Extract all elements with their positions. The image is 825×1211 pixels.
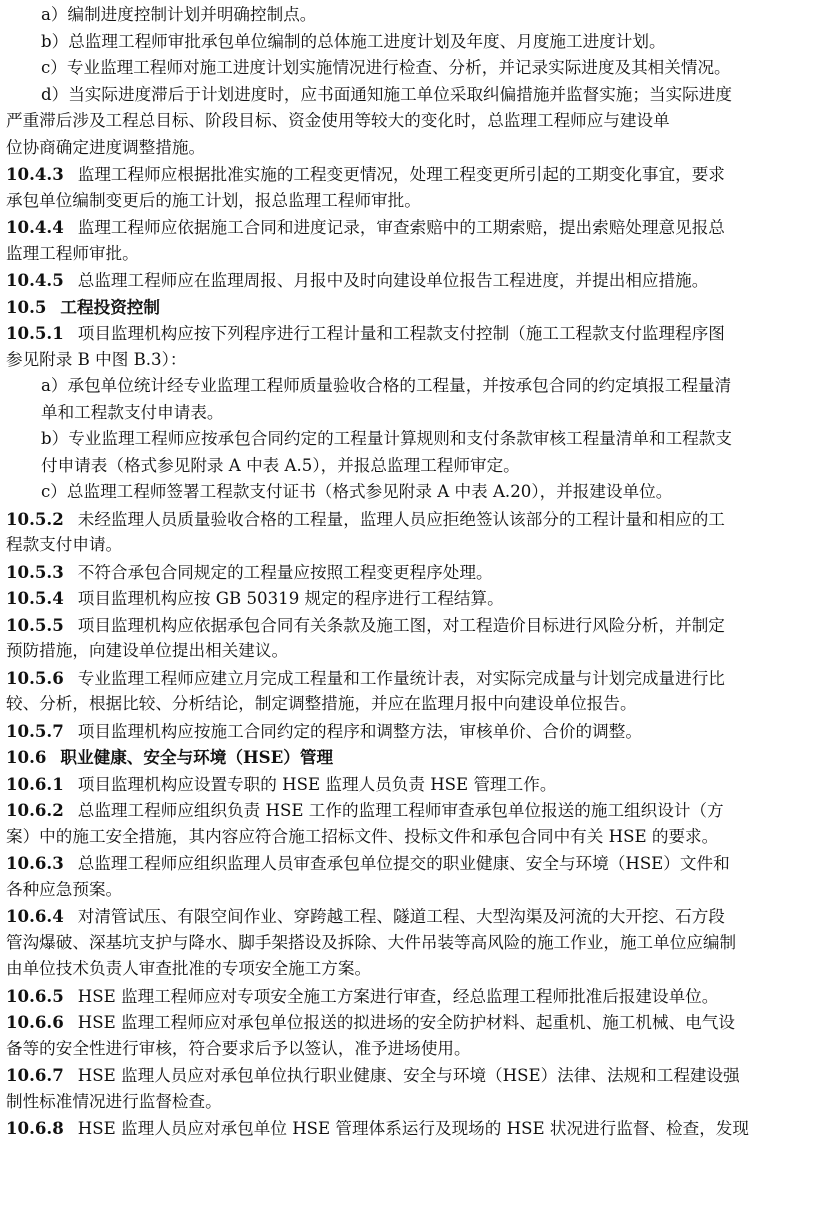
clause xyxy=(6,718,819,745)
clause-number: 10.6.2 xyxy=(6,800,64,820)
line-text: 对清管试压、有限空间作业、穿跨越工程、隧道工程、大型沟渠及河流的大开挖、石方段 xyxy=(77,907,725,926)
list-item-continuation xyxy=(6,400,819,427)
line-text: 由单位技术负责人审查批准的专项安全施工方案。 xyxy=(6,959,372,978)
line-text: 监理工程师应根据批准实施的工程变更情况，处理工程变更所引起的工期变化事宜，要求 xyxy=(77,165,725,184)
list-item xyxy=(6,29,819,56)
line-text: 制性标准情况进行监督检查。 xyxy=(6,1091,222,1111)
clause xyxy=(6,161,819,188)
body-text xyxy=(6,691,819,718)
line-text: 项目监理机构应按 GB 50319 规定的程序进行工程结算。 xyxy=(77,589,504,608)
list-item-continuation xyxy=(6,453,819,480)
clause-number: 10.6.4 xyxy=(6,906,64,926)
clause-number: 10.5.1 xyxy=(6,323,64,343)
clause xyxy=(6,1062,819,1089)
line-text: HSE 监理工程师应对承包单位报送的拟进场的安全防护材料、起重机、施工机械、电气设 xyxy=(77,1013,735,1032)
line-text: 备等的安全性进行审核，符合要求后予以签认，准予进场使用。 xyxy=(6,1038,471,1058)
section-number: 10.5 xyxy=(6,296,47,317)
list-item-continuation xyxy=(6,135,819,162)
line-text: c）总监理工程师签署工程款支付证书（格式参见附录 A 中表 A.20），并报建设单位。 xyxy=(41,482,673,501)
line-text: 参见附录 B 中图 B.3）： xyxy=(6,349,187,369)
clause xyxy=(6,983,819,1010)
body-text xyxy=(6,638,819,665)
clause xyxy=(6,903,819,930)
body-text xyxy=(6,956,819,983)
list-item xyxy=(6,2,819,29)
clause-number: 10.6.8 xyxy=(6,1118,64,1138)
line-text: 未经监理人员质量验收合格的工程量，监理人员应拒绝签认该部分的工程计量和相应的工 xyxy=(77,509,725,529)
line-text: 项目监理机构应设置专职的 HSE 监理人员负责 HSE 管理工作。 xyxy=(77,774,557,794)
clause-number: 10.6.6 xyxy=(6,1012,64,1032)
list-item xyxy=(6,373,819,400)
line-text: 付申请表（格式参见附录 A 中表 A.5），并报总监理工程师审定。 xyxy=(41,455,520,475)
section-heading xyxy=(6,294,819,321)
body-text xyxy=(6,1036,819,1063)
body-text xyxy=(6,532,819,559)
line-text: 项目监理机构应依据承包合同有关条款及施工图，对工程造价目标进行风险分析，并制定 xyxy=(77,615,725,635)
line-text: 单和工程款支付申请表。 xyxy=(41,402,224,422)
line-text: 严重滞后涉及工程总目标、阶段目标、资金使用等较大的变化时，总监理工程师应与建设单 xyxy=(6,111,670,130)
clause-number: 10.5.5 xyxy=(6,614,64,635)
list-item xyxy=(6,479,819,506)
list-item-continuation xyxy=(6,108,819,135)
line-text: b）专业监理工程师应按承包合同约定的工程量计算规则和支付条款审核工程量清单和工程款支 xyxy=(41,429,732,448)
line-text: HSE 监理人员应对承包单位执行职业健康、安全与环境（HSE）法律、法规和工程建设强 xyxy=(77,1066,740,1085)
section-title: 工程投资控制 xyxy=(60,296,160,317)
line-text: 总监理工程师应在监理周报、月报中及时向建设单位报告工程进度，并提出相应措施。 xyxy=(77,271,709,290)
line-text: d）当实际进度滞后于计划进度时，应书面通知施工单位采取纠偏措施并监督实施；当实际进度 xyxy=(41,84,732,104)
section-heading xyxy=(6,744,819,771)
clause xyxy=(6,320,819,347)
clause-number: 10.4.4 xyxy=(6,217,64,237)
line-text: 承包单位编制变更后的施工计划，报总监理工程师审批。 xyxy=(6,190,421,210)
clause-number: 10.4.5 xyxy=(6,270,64,290)
line-text: 各种应急预案。 xyxy=(6,879,123,899)
line-text: 程款支付申请。 xyxy=(6,535,123,554)
line-text: 管沟爆破、深基坑支护与降水、脚手架搭设及拆除、大件吊装等高风险的施工作业，施工单位应编制 xyxy=(6,932,737,952)
list-item xyxy=(6,426,819,453)
body-text xyxy=(6,1089,819,1116)
clause xyxy=(6,665,819,692)
line-text: 位协商确定进度调整措施。 xyxy=(6,137,206,157)
body-text xyxy=(6,188,819,215)
clause xyxy=(6,1009,819,1036)
line-text: 项目监理机构应按下列程序进行工程计量和工程款支付控制（施工工程款支付监理程序图 xyxy=(77,324,725,343)
clause xyxy=(6,214,819,241)
line-text: 较、分析，根据比较、分析结论，制定调整措施，并应在监理月报中向建设单位报告。 xyxy=(6,694,637,713)
clause-number: 10.6.7 xyxy=(6,1065,64,1085)
list-item xyxy=(6,82,819,109)
clause xyxy=(6,267,819,294)
list-item xyxy=(6,55,819,82)
line-text: 预防措施，向建设单位提出相关建议。 xyxy=(6,641,289,660)
clause-number: 10.5.3 xyxy=(6,561,64,582)
body-text xyxy=(6,824,819,851)
clause xyxy=(6,850,819,877)
clause xyxy=(6,506,819,533)
line-text: c）专业监理工程师对施工进度计划实施情况进行检查、分析，并记录实际进度及其相关情况。 xyxy=(41,58,731,77)
clause-number: 10.5.2 xyxy=(6,508,64,529)
clause xyxy=(6,771,819,798)
section-number: 10.6 xyxy=(6,747,47,767)
line-text: 不符合承包合同规定的工程量应按照工程变更程序处理。 xyxy=(77,562,493,582)
clause-number: 10.6.5 xyxy=(6,985,64,1006)
line-text: 监理工程师审批。 xyxy=(6,243,139,263)
line-text: 总监理工程师应组织监理人员审查承包单位提交的职业健康、安全与环境（HSE）文件和 xyxy=(77,854,730,873)
body-text xyxy=(6,930,819,957)
clause xyxy=(6,797,819,824)
clause-number: 10.6.1 xyxy=(6,773,64,794)
line-text: 案）中的施工安全措施，其内容应符合施工招标文件、投标文件和承包合同中有关 HSE 的要求。 xyxy=(6,826,719,846)
body-text xyxy=(6,241,819,268)
clause xyxy=(6,1115,819,1142)
clause-number: 10.6.3 xyxy=(6,853,64,873)
body-text xyxy=(6,877,819,904)
line-text: 项目监理机构应按施工合同约定的程序和调整方法，审核单价、合价的调整。 xyxy=(77,721,642,741)
line-text: HSE 监理工程师应对专项安全施工方案进行审查，经总监理工程师批准后报建设单位。 xyxy=(77,986,719,1006)
body-text xyxy=(6,347,819,374)
line-text: a）承包单位统计经专业监理工程师质量验收合格的工程量，并按承包合同的约定填报工程量清 xyxy=(41,376,732,395)
clause-number: 10.5.6 xyxy=(6,667,64,688)
line-text: HSE 监理人员应对承包单位 HSE 管理体系运行及现场的 HSE 状况进行监督、检查，发现 xyxy=(77,1119,749,1138)
section-title: 职业健康、安全与环境（HSE）管理 xyxy=(60,747,334,767)
clause-number: 10.5.4 xyxy=(6,588,64,608)
clause-number: 10.4.3 xyxy=(6,164,64,184)
clause-number: 10.5.7 xyxy=(6,720,64,741)
line-text: a）编制进度控制计划并明确控制点。 xyxy=(41,5,317,24)
clause xyxy=(6,559,819,586)
line-text: 总监理工程师应组织负责 HSE 工作的监理工程师审查承包单位报送的施工组织设计（方 xyxy=(77,801,724,820)
clause xyxy=(6,612,819,639)
clause xyxy=(6,585,819,612)
line-text: 监理工程师应依据施工合同和进度记录，审查索赔中的工期索赔，提出索赔处理意见报总 xyxy=(77,218,725,237)
line-text: b）总监理工程师审批承包单位编制的总体施工进度计划及年度、月度施工进度计划。 xyxy=(41,31,666,51)
line-text: 专业监理工程师应建立月完成工程量和工作量统计表，对实际完成量与计划完成量进行比 xyxy=(77,668,725,688)
